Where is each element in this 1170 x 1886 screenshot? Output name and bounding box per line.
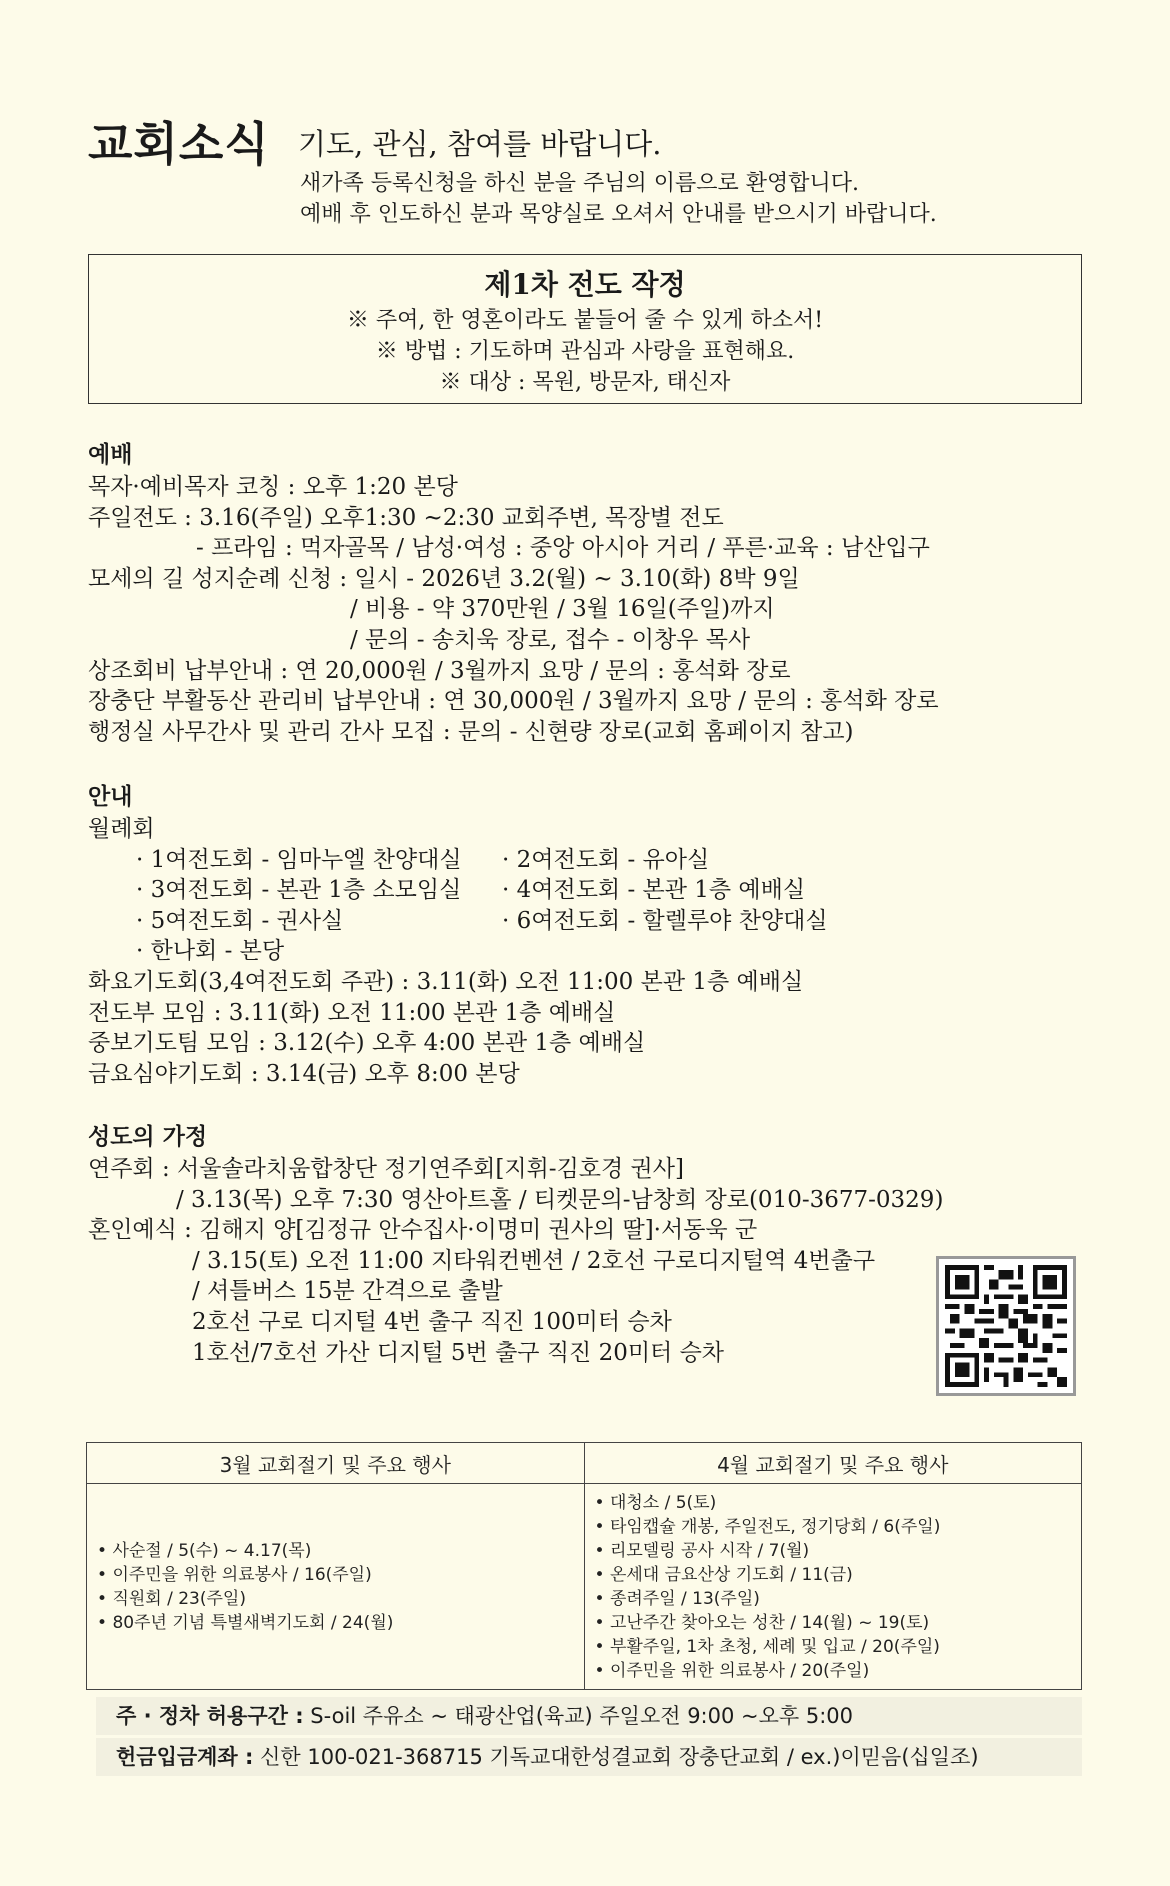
family-line: / 셔틀버스 15분 간격으로 출발 <box>192 1278 503 1305</box>
list-item: • 직원회 / 23(주일) <box>97 1587 576 1611</box>
monthly-meeting-label: 월례회 <box>88 816 155 842</box>
guide-line: 금요심야기도회 : 3.14(금) 오후 8:00 본당 <box>88 1060 520 1087</box>
family-section <box>88 1120 943 1368</box>
notice-line: ※ 주여, 한 영혼이라도 붙들어 줄 수 있게 하소서! <box>346 308 824 333</box>
page-title: 교회소식 <box>88 117 270 171</box>
section-title: 예배 <box>88 442 133 468</box>
group-item: · 6여전도회 - 할렐루야 찬양대실 <box>502 907 828 934</box>
worship-line: - 프라임 : 먹자골목 / 남성·여성 : 중앙 아시아 거리 / 푸른·교육 : 남산입구 <box>196 535 930 562</box>
list-item: • 온세대 금요산상 기도회 / 11(금) <box>595 1563 1074 1587</box>
events-table <box>86 1442 1082 1690</box>
family-line: 2호선 구로 디지털 4번 출구 직진 100미터 승차 <box>192 1308 672 1335</box>
group-item: · 4여전도회 - 본관 1층 예배실 <box>502 877 806 904</box>
family-line: / 3.15(토) 오전 11:00 지타워컨벤션 / 2호선 구로디지털역 4번출구 <box>192 1247 876 1274</box>
worship-line: 주일전도 : 3.16(주일) 오후1:30 ~2:30 교회주변, 목장별 전도 <box>88 504 724 531</box>
list-item: • 대청소 / 5(토) <box>595 1491 1074 1515</box>
worship-line: 행정실 사무간사 및 관리 간사 모집 : 문의 - 신현량 장로(교회 홈페이지 참고) <box>88 718 854 745</box>
events-header-row <box>87 1443 1082 1484</box>
group-item: · 3여전도회 - 본관 1층 소모임실 <box>136 877 462 904</box>
intro-line: 예배 후 인도하신 분과 목양실로 오셔서 안내를 받으시기 바랍니다. <box>300 202 937 227</box>
family-line: 연주회 : 서울솔라치움합창단 정기연주회[지휘-김호경 권사] <box>88 1156 684 1182</box>
worship-section <box>88 438 939 747</box>
worship-line: / 문의 - 송치욱 장로, 접수 - 이창우 목사 <box>350 626 751 653</box>
group-item: · 한나회 - 본당 <box>136 938 285 965</box>
intro-text <box>300 168 937 230</box>
worship-line: 장충단 부활동산 관리비 납부안내 : 연 30,000원 / 3월까지 요망 / 문의 : 홍석화 장로 <box>88 688 939 715</box>
notice-line: ※ 대상 : 목원, 방문자, 태신자 <box>439 370 731 395</box>
worship-line: 상조회비 납부안내 : 연 20,000원 / 3월까지 요망 / 문의 : 홍석화 장로 <box>88 657 791 684</box>
group-item: · 2여전도회 - 유아실 <box>502 846 710 873</box>
list-item: • 부활주일, 1차 초청, 세례 및 입교 / 20(주일) <box>595 1635 1074 1659</box>
offering-account-bar <box>96 1738 1082 1776</box>
account-label: 헌금입금계좌 : <box>116 1745 254 1769</box>
march-events-header: 3월 교회절기 및 주요 행사 <box>87 1443 585 1484</box>
list-item: • 고난주간 찾아오는 성찬 / 14(월) ~ 19(토) <box>595 1611 1074 1635</box>
guide-line: 전도부 모임 : 3.11(화) 오전 11:00 본관 1층 예배실 <box>88 999 616 1026</box>
group-item: · 5여전도회 - 권사실 <box>136 907 344 934</box>
intro-line: 새가족 등록신청을 하신 분을 주님의 이름으로 환영합니다. <box>300 171 860 196</box>
account-text: 신한 100-021-368715 기독교대한성결교회 장충단교회 / ex.)이믿음(십일조) <box>253 1745 979 1769</box>
march-events-list <box>97 1539 576 1635</box>
group-row <box>88 845 842 876</box>
worship-line: 모세의 길 성지순례 신청 : 일시 - 2026년 3.2(월) ~ 3.10(화) 8박 9일 <box>88 565 800 592</box>
family-line: 1호선/7호선 가산 디지털 5번 출구 직진 20미터 승차 <box>192 1339 725 1366</box>
march-events-cell <box>87 1484 585 1690</box>
april-events-cell <box>584 1484 1082 1690</box>
parking-label: 주 · 정차 허용구간 : <box>116 1704 304 1728</box>
april-events-list <box>595 1491 1074 1683</box>
list-item: • 80주년 기념 특별새벽기도회 / 24(월) <box>97 1611 576 1635</box>
guide-line: 중보기도팀 모임 : 3.12(수) 오후 4:00 본관 1층 예배실 <box>88 1030 646 1057</box>
april-events-header: 4월 교회절기 및 주요 행사 <box>584 1443 1082 1484</box>
group-row <box>88 936 842 967</box>
list-item: • 이주민을 위한 의료봉사 / 20(주일) <box>595 1659 1074 1683</box>
list-item: • 종려주일 / 13(주일) <box>595 1587 1074 1611</box>
notice-line: ※ 방법 : 기도하며 관심과 사랑을 표현해요. <box>375 339 795 364</box>
guide-section <box>88 780 842 1089</box>
group-item: · 1여전도회 - 임마누엘 찬양대실 <box>136 846 462 873</box>
parking-info-bar <box>96 1697 1082 1735</box>
worship-line: / 비용 - 약 370만원 / 3월 16일(주일)까지 <box>350 596 775 623</box>
list-item: • 타임캡슐 개봉, 주일전도, 정기당회 / 6(주일) <box>595 1515 1074 1539</box>
list-item: • 이주민을 위한 의료봉사 / 16(주일) <box>97 1563 576 1587</box>
qr-code-icon[interactable] <box>936 1256 1076 1396</box>
section-title: 성도의 가정 <box>88 1124 208 1150</box>
evangelism-notice-box <box>88 254 1082 404</box>
guide-line: 화요기도회(3,4여전도회 주관) : 3.11(화) 오전 11:00 본관 1층 예배실 <box>88 968 804 995</box>
parking-text: S-oil 주유소 ~ 태광산업(육교) 주일오전 9:00 ~오후 5:00 <box>303 1704 854 1728</box>
list-item: • 사순절 / 5(수) ~ 4.17(목) <box>97 1539 576 1563</box>
page-subtitle: 기도, 관심, 참여를 바랍니다. <box>298 127 662 161</box>
events-body-row <box>87 1484 1082 1690</box>
notice-title: 제1차 전도 작정 <box>484 268 686 301</box>
family-line: 혼인예식 : 김해지 양[김정규 안수집사·이명미 권사의 딸]·서동욱 군 <box>88 1217 758 1244</box>
group-row <box>88 906 842 937</box>
family-line: / 3.13(목) 오후 7:30 영산아트홀 / 티켓문의-남창희 장로(010-3677-0329) <box>176 1186 944 1213</box>
list-item: • 리모델링 공사 시작 / 7(월) <box>595 1539 1074 1563</box>
group-row <box>88 875 842 906</box>
section-title: 안내 <box>88 784 133 810</box>
qr-code-graphic <box>945 1265 1067 1387</box>
worship-line: 목자·예비목자 코칭 : 오후 1:20 본당 <box>88 474 458 500</box>
